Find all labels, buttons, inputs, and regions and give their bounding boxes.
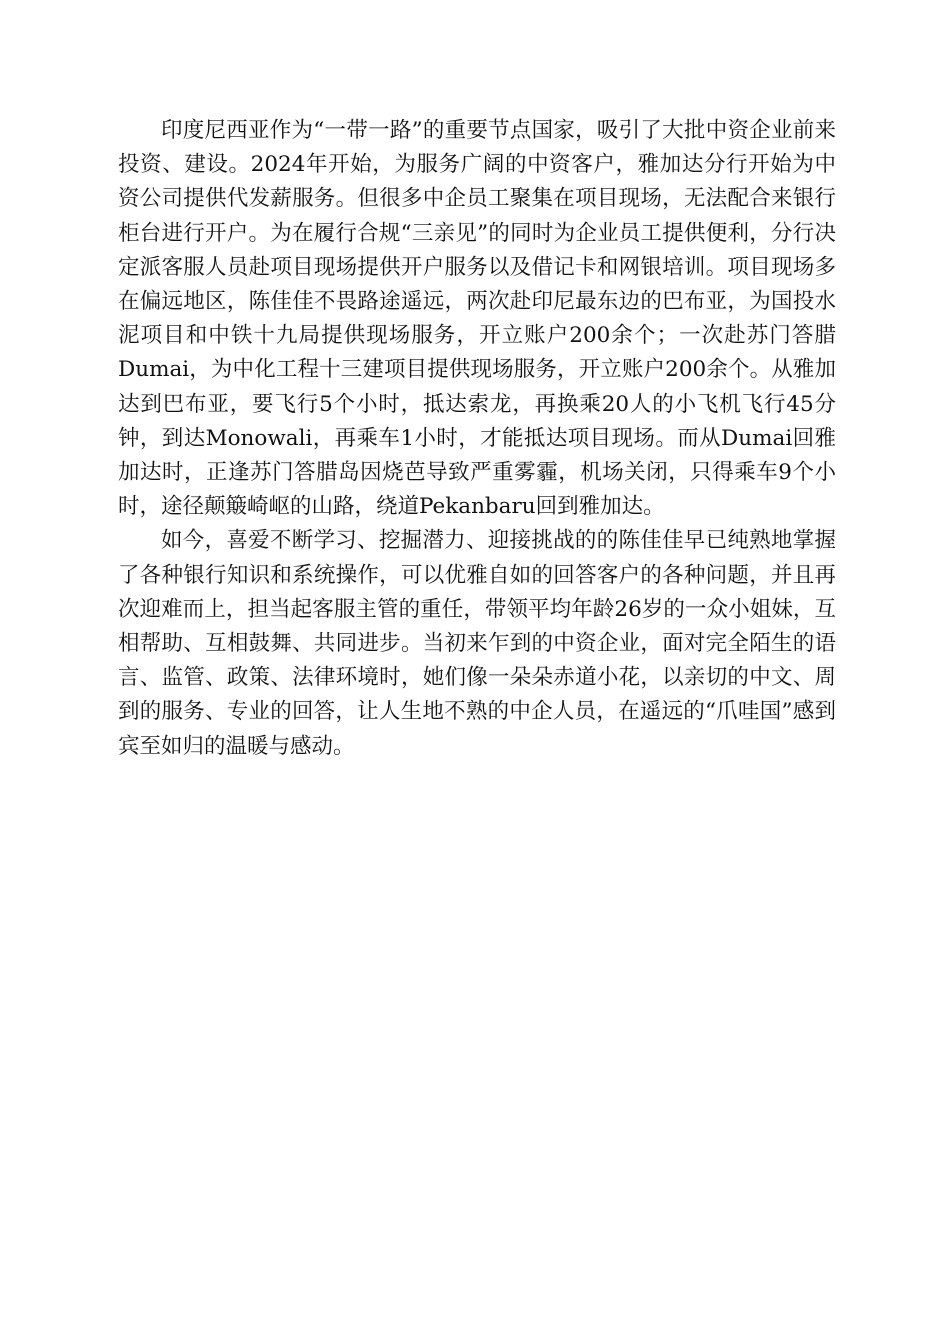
document-body [118, 114, 836, 764]
paragraph-1: 印度尼西亚作为“一带一路”的重要节点国家，吸引了大批中资企业前来投资、建设。2024年开始，为服务广阔的中资客户，雅加达分行开始为中资公司提供代发薪服务。但很多中企员工聚集在项目现场，无法配合来银行柜台进行开户。为在履行合规“三亲见”的同时为企业员工提供便利，分行决定派客服人员赴项目现场提供开户服务以及借记卡和网银培训。项目现场多在偏远地区，陈佳佳不畏路途遥远，两次赴印尼最东边的巴布亚，为国投水泥项目和中铁十九局提供现场服务，开立账户200余个；一次赴苏门答腊Dumai，为中化工程十三建项目提供现场服务，开立账户200余个。从雅加达到巴布亚，要飞行5个小时，抵达索龙，再换乘20人的小飞机飞行45分钟，到达Monowali，再乘车1小时，才能抵达项目现场。而从Dumai回雅加达时，正逢苏门答腊岛因烧芭导致严重雾霾，机场关闭，只得乘车9个小时，途径颠簸崎岖的山路，绕道Pekanbaru回到雅加达。 [118, 118, 836, 520]
paragraph-2: 如今，喜爱不断学习、挖掘潜力、迎接挑战的的陈佳佳早已纯熟地掌握了各种银行知识和系统操作，可以优雅自如的回答客户的各种问题，并且再次迎难而上，担当起客服主管的重任，带领平均年龄26岁的一众小姐妹，互相帮助、互相鼓舞、共同进步。当初来乍到的中资企业，面对完全陌生的语言、监管、政策、法律环境时，她们像一朵朵赤道小花，以亲切的中文、周到的服务、专业的回答，让人生地不熟的中企人员，在遥远的“爪哇国”感到宾至如归的温暖与感动。 [118, 528, 836, 759]
